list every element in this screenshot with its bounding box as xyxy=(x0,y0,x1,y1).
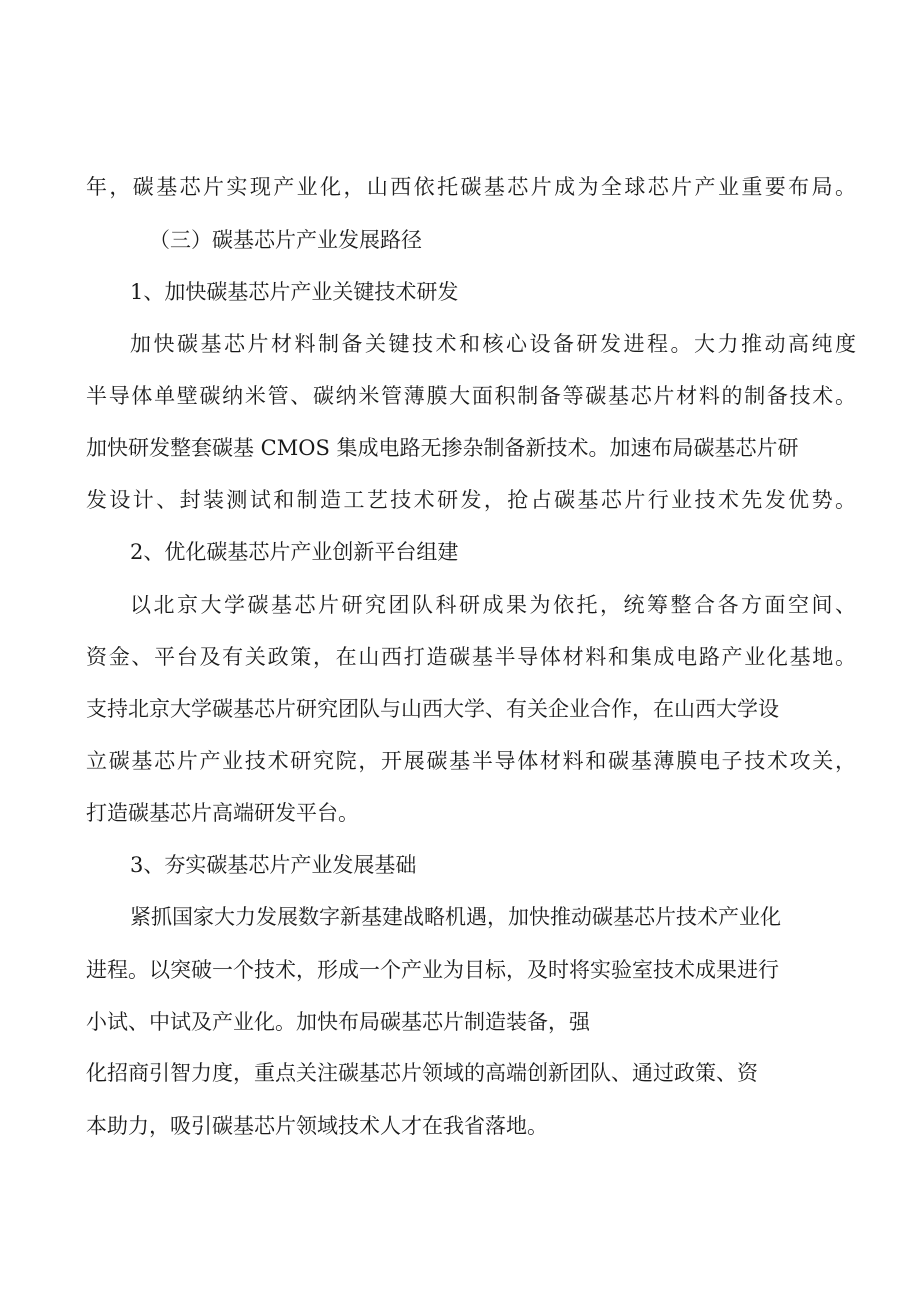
subsection-heading: 2、优化碳基芯片产业创新平台组建 xyxy=(130,540,459,564)
section-heading: （三）碳基芯片产业发展路径 xyxy=(149,228,422,252)
paragraph-line: 以北京大学碳基芯片研究团队科研成果为依托，统筹整合各方面空间、 xyxy=(130,593,856,617)
paragraph-line: 加快碳基芯片材料制备关键技术和核心设备研发进程。大力推动高纯度 xyxy=(130,332,856,356)
paragraph-line: 资金、平台及有关政策，在山西打造碳基半导体材料和集成电路产业化基地。 xyxy=(86,645,856,669)
paragraph-line: 本助力，吸引碳基芯片领域技术人才在我省落地。 xyxy=(86,1114,548,1138)
paragraph-line: 半导体单壁碳纳米管、碳纳米管薄膜大面积制备等碳基芯片材料的制备技术。 xyxy=(86,384,856,408)
paragraph-line: 支持北京大学碳基芯片研究团队与山西大学、有关企业合作，在山西大学设 xyxy=(86,697,779,721)
paragraph-line: 小试、中试及产业化。加快布局碳基芯片制造装备，强 xyxy=(86,1010,590,1034)
paragraph-line: 打造碳基芯片高端研发平台。 xyxy=(86,801,359,825)
paragraph-line: 加快研发整套碳基 CMOS 集成电路无掺杂制备新技术。加速布局碳基芯片研 xyxy=(86,436,799,460)
paragraph-line: 化招商引智力度，重点关注碳基芯片领域的高端创新团队、通过政策、资 xyxy=(86,1061,758,1085)
paragraph-line: 进程。以突破一个技术，形成一个产业为目标，及时将实验室技术成果进行 xyxy=(86,958,779,982)
subsection-heading: 3、夯实碳基芯片产业发展基础 xyxy=(130,853,417,877)
paragraph-line: 发设计、封装测试和制造工艺技术研发，抢占碳基芯片行业技术先发优势。 xyxy=(86,488,856,512)
paragraph-line: 紧抓国家大力发展数字新基建战略机遇，加快推动碳基芯片技术产业化 xyxy=(130,905,781,929)
subsection-heading: 1、加快碳基芯片产业关键技术研发 xyxy=(130,280,459,304)
paragraph-line: 年，碳基芯片实现产业化，山西依托碳基芯片成为全球芯片产业重要布局。 xyxy=(86,175,856,199)
paragraph-line: 立碳基芯片产业技术研究院，开展碳基半导体材料和碳基薄膜电子技术攻关， xyxy=(86,749,856,773)
